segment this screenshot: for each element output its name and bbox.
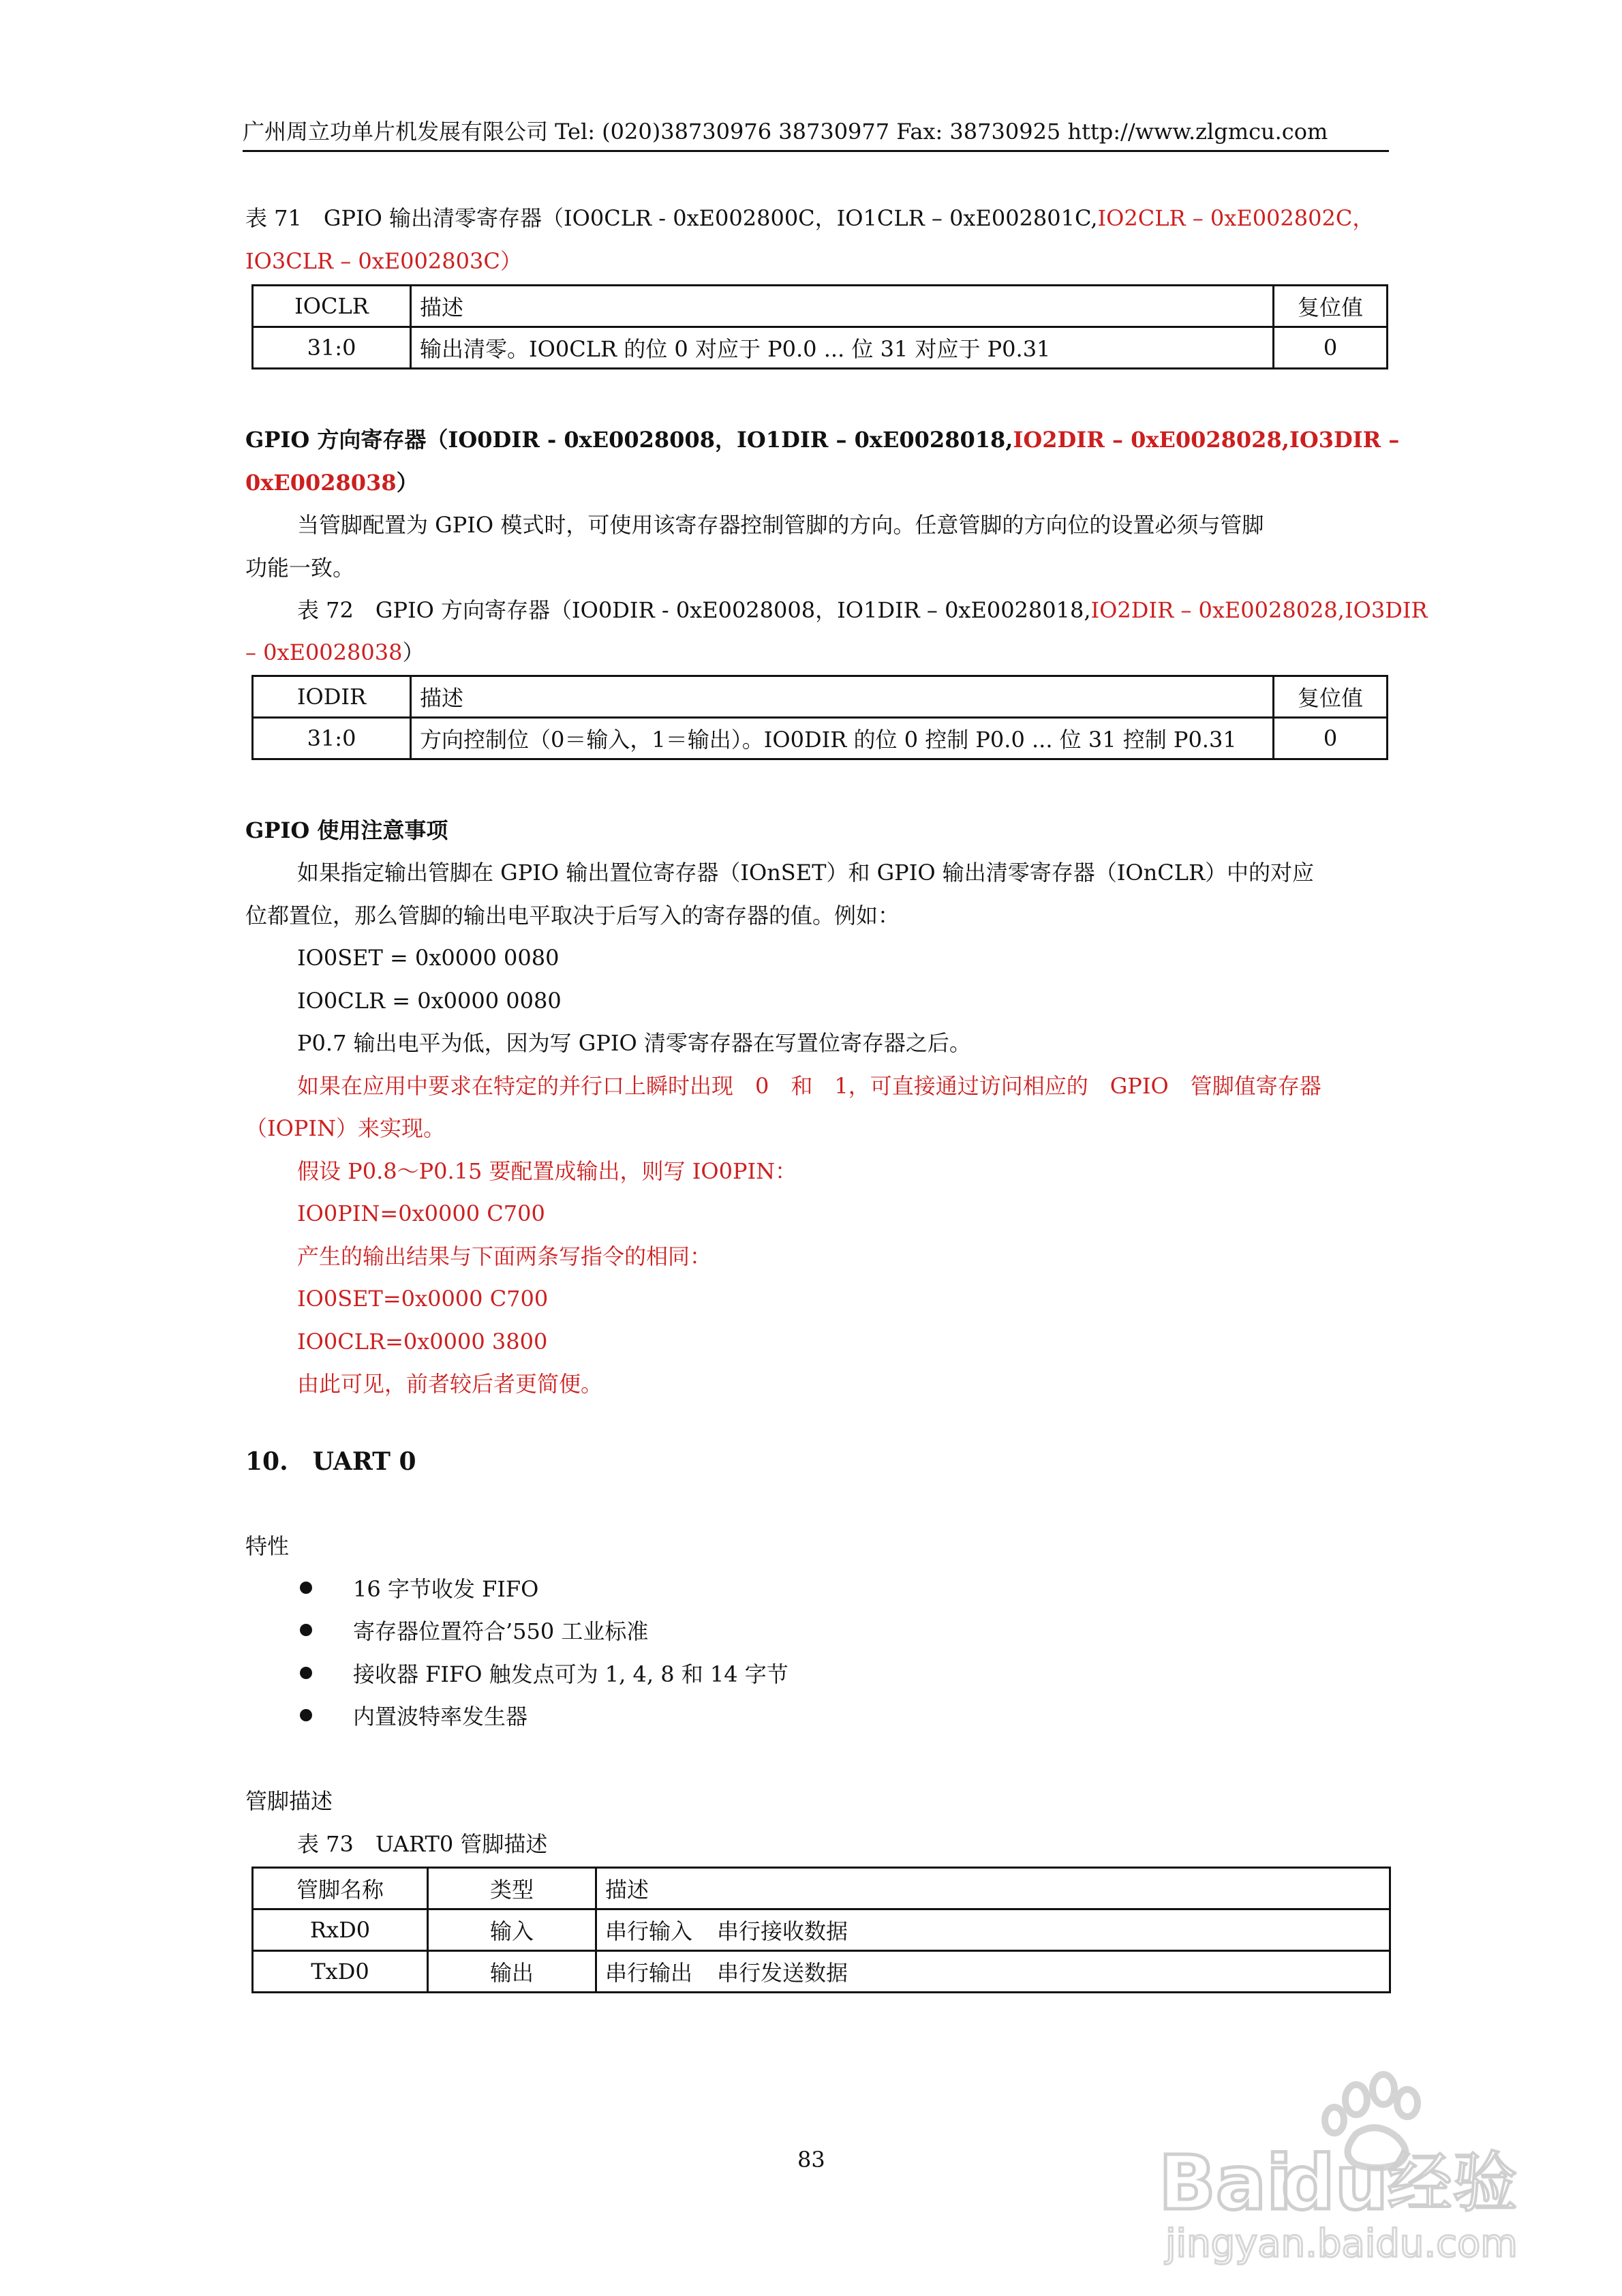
pins-heading: 管脚描述	[245, 1788, 333, 1814]
table71-caption-part2: IO2CLR – 0xE002802C，	[1097, 205, 1375, 231]
table72-header-bits: IODIR	[253, 676, 411, 718]
gpio-notes-red7: IO0CLR=0x0000 3800	[297, 1329, 548, 1355]
gpio-notes-red4: IO0PIN=0x0000 C700	[297, 1200, 545, 1226]
table71-cell-reset: 0	[1274, 327, 1388, 369]
table71-header-bits: IOCLR	[253, 286, 411, 327]
feature-item-1: 16 字节收发 FIFO	[353, 1576, 539, 1602]
page-number: 83	[797, 2147, 825, 2173]
header-rule	[243, 150, 1389, 152]
table73-header-pin: 管脚名称	[253, 1868, 428, 1909]
baidu-jingyan-watermark-logo	[1152, 2052, 1533, 2277]
table73-cell-pin: RxD0	[253, 1909, 428, 1951]
page-header: 广州周立功单片机发展有限公司 Tel: (020)38730976 38730977 Fax: 38730925 http://www.zlgmcu.com	[243, 119, 1328, 145]
feature-item-2: 寄存器位置符合’550 工业标准	[353, 1618, 649, 1644]
gpio-notes-red5: 产生的输出结果与下面两条写指令的相同：	[297, 1243, 712, 1269]
table73-caption: 表 73 UART0 管脚描述	[297, 1831, 548, 1857]
gpio-notes-line3: IO0SET = 0x0000 0080	[297, 945, 560, 971]
gpio-dir-heading-line2	[245, 469, 418, 496]
gpio-dir-heading	[245, 426, 1399, 453]
table73-cell-pin: TxD0	[253, 1951, 428, 1993]
table71-header-reset: 复位值	[1274, 286, 1388, 327]
gpio-dir-para-line1: 当管脚配置为 GPIO 模式时，可使用该寄存器控制管脚的方向。任意管脚的方向位的设置必须与管脚	[297, 512, 1264, 538]
svg-text:du: du	[1281, 2139, 1389, 2226]
svg-text:Bai: Bai	[1159, 2139, 1292, 2226]
gpio-dir-para-line2: 功能一致。	[245, 555, 355, 581]
table73-cell-type: 输入	[428, 1909, 596, 1951]
table73-header-desc: 描述	[596, 1868, 1390, 1909]
bullet-icon	[300, 1709, 312, 1721]
desc-detail: 串行发送数据	[717, 1960, 848, 1986]
bullet-icon	[300, 1624, 312, 1636]
desc-term: 串行输入	[605, 1918, 693, 1944]
gpio-notes-red1: 如果在应用中要求在特定的并行口上瞬时出现 0 和 1，可直接通过访问相应的 GPIO 管脚值寄存器	[297, 1073, 1321, 1099]
table72	[251, 675, 1388, 760]
table73-cell-type: 输出	[428, 1951, 596, 1993]
table72-cell-bits: 31:0	[253, 718, 411, 759]
bullet-icon	[300, 1667, 312, 1679]
gpio-notes-red8: 由此可见，前者较后者更简便。	[297, 1371, 603, 1397]
svg-text:经验: 经验	[1387, 2145, 1518, 2221]
feature-item-3: 接收器 FIFO 触发点可为 1, 4, 8 和 14 字节	[353, 1661, 789, 1687]
table71-caption-part1: 表 71 GPIO 输出清零寄存器（IO0CLR - 0xE002800C，IO1CLR – 0xE002801C,	[245, 205, 1098, 231]
gpio-notes-line5: P0.7 输出电平为低，因为写 GPIO 清零寄存器在写置位寄存器之后。	[297, 1030, 971, 1056]
table71-caption-part3: IO3CLR – 0xE002803C）	[245, 248, 522, 274]
table72-cell-reset: 0	[1274, 718, 1388, 759]
table-row	[253, 1909, 1390, 1951]
gpio-notes-red3: 假设 P0.8～P0.15 要配置成输出，则写 IO0PIN：	[297, 1158, 797, 1184]
desc-term: 串行输出	[605, 1960, 693, 1986]
table-row	[253, 1951, 1390, 1993]
table72-caption-part1: 表 72 GPIO 方向寄存器（IO0DIR - 0xE0028008，IO1DIR – 0xE0028018,	[297, 597, 1091, 623]
table71	[251, 284, 1388, 369]
svg-text:jingyan.baidu.com: jingyan.baidu.com	[1165, 2222, 1518, 2266]
table71-cell-bits: 31:0	[253, 327, 411, 369]
table72-header-reset: 复位值	[1274, 676, 1388, 718]
table72-caption-part3: – 0xE0028038	[245, 639, 403, 665]
gpio-notes-line2: 位都置位，那么管脚的输出电平取决于后写入的寄存器的值。例如：	[245, 903, 900, 928]
gpio-notes-line1: 如果指定输出管脚在 GPIO 输出置位寄存器（IOnSET）和 GPIO 输出清零寄存器（IOnCLR）中的对应	[297, 860, 1315, 886]
table72-header-desc: 描述	[411, 676, 1274, 718]
table73	[251, 1867, 1391, 1993]
desc-detail: 串行接收数据	[717, 1918, 848, 1944]
gpio-dir-heading-part1: GPIO 方向寄存器（IO0DIR - 0xE0028008，IO1DIR – 0xE0028018,	[245, 427, 1013, 453]
feature-item-4: 内置波特率发生器	[353, 1704, 528, 1729]
table73-cell-desc	[596, 1909, 1390, 1951]
table73-cell-desc	[596, 1951, 1390, 1993]
table71-cell-desc: 输出清零。IO0CLR 的位 0 对应于 P0.0 ... 位 31 对应于 P0.31	[411, 327, 1274, 369]
table72-caption-part2: IO2DIR – 0xE0028028,IO3DIR	[1090, 597, 1428, 623]
gpio-dir-heading-part3: 0xE0028038	[245, 470, 397, 496]
features-heading: 特性	[245, 1533, 290, 1559]
table72-caption-line2	[245, 639, 424, 666]
table73-header-type: 类型	[428, 1868, 596, 1909]
table71-caption	[245, 205, 1374, 232]
gpio-notes-line4: IO0CLR = 0x0000 0080	[297, 988, 562, 1014]
bullet-icon	[300, 1582, 312, 1594]
gpio-notes-heading: GPIO 使用注意事项	[245, 817, 448, 843]
gpio-notes-red2: （IOPIN）来实现。	[245, 1115, 446, 1141]
table72-caption	[297, 596, 1428, 624]
gpio-dir-heading-part2: IO2DIR – 0xE0028028,IO3DIR –	[1013, 427, 1400, 453]
gpio-notes-red6: IO0SET=0x0000 C700	[297, 1286, 549, 1312]
gpio-dir-heading-part4: ）	[396, 470, 418, 496]
table71-header-desc: 描述	[411, 286, 1274, 327]
section-title-uart0: 10. UART 0	[245, 1447, 416, 1476]
table72-cell-desc: 方向控制位（0＝输入，1＝输出）。IO0DIR 的位 0 控制 P0.0 ... 位 31 控制 P0.31	[411, 718, 1274, 759]
table72-caption-part4: ）	[402, 639, 425, 665]
